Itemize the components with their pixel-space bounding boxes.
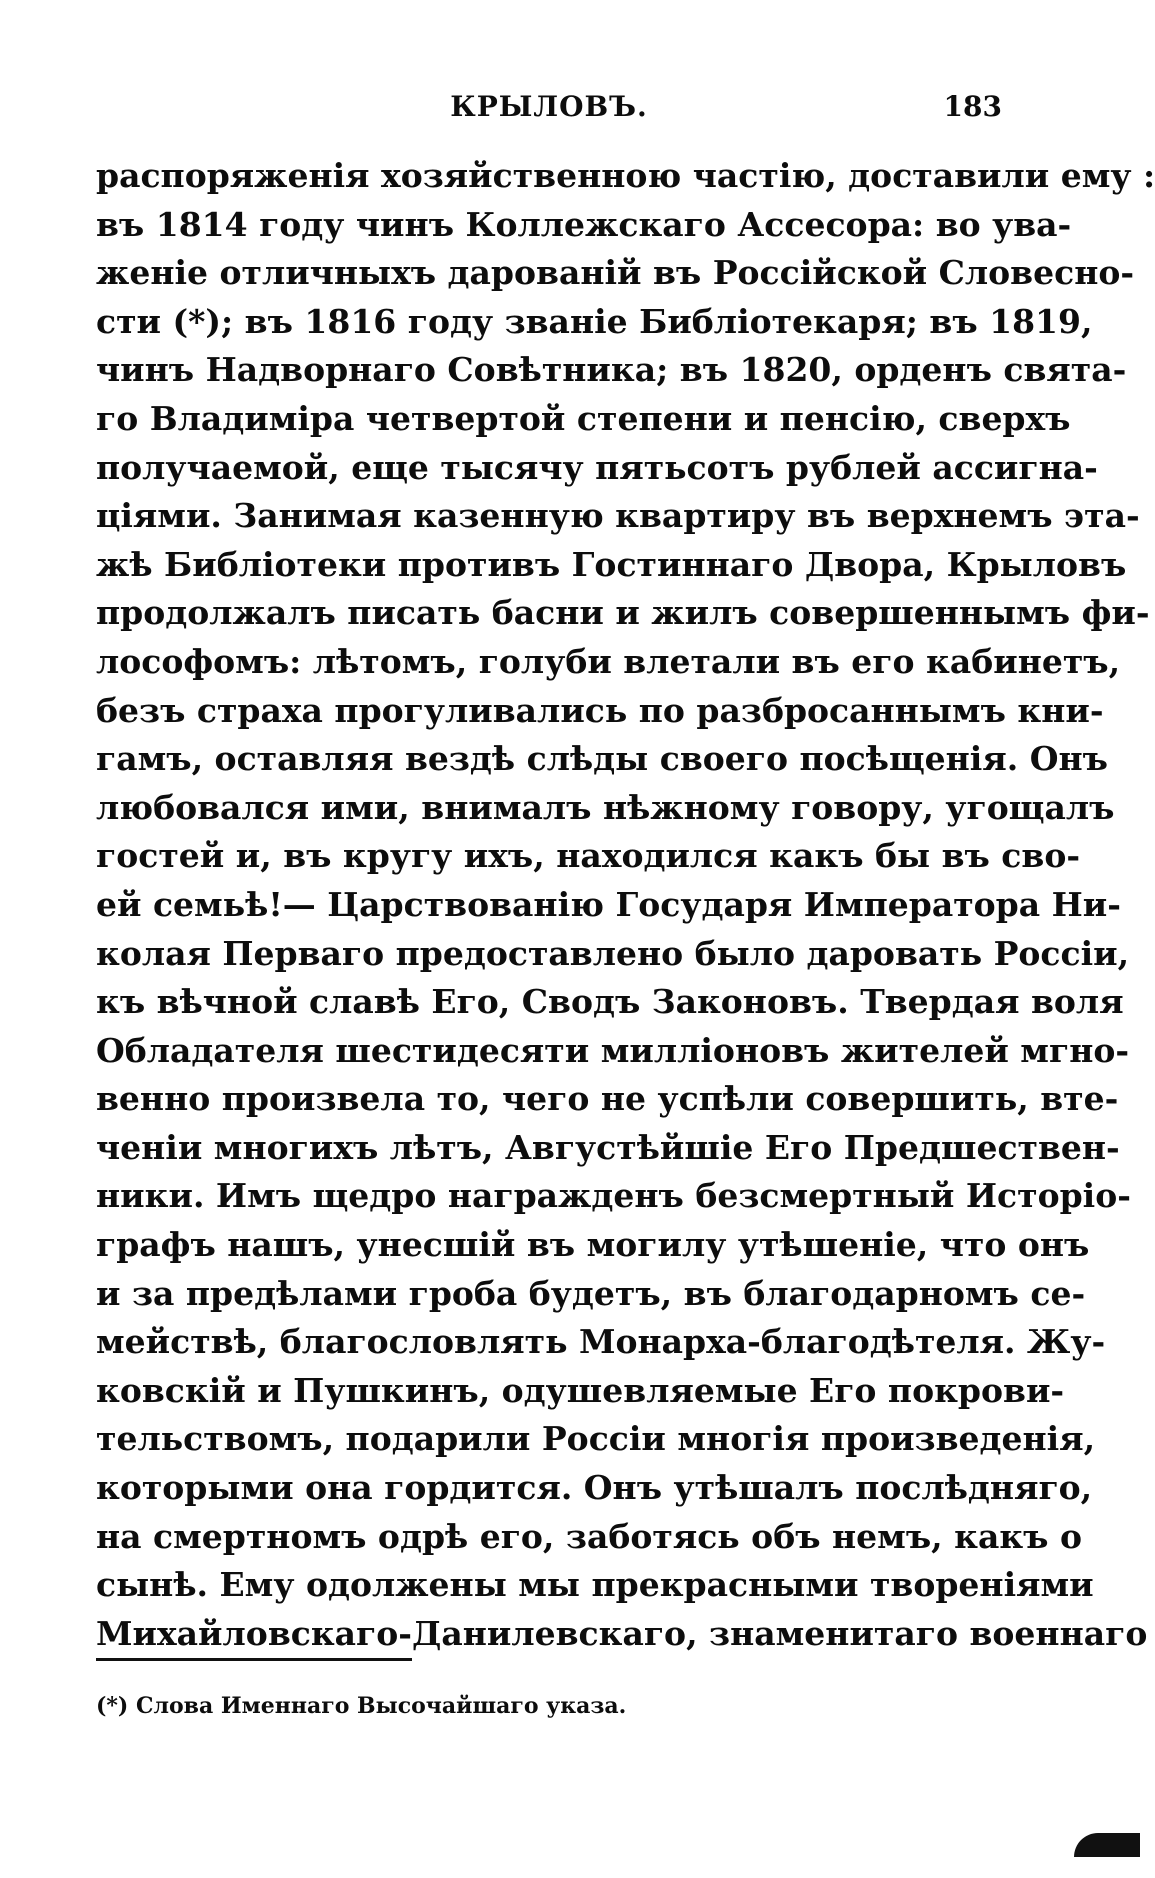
text-line: лософомъ: лѣтомъ, голуби влетали въ его кабинетъ, <box>96 641 1121 681</box>
text-line: гамъ, оставляя вездѣ слѣды своего посѣщенія. Онъ <box>96 739 1108 779</box>
text-line: получаемой, еще тысячу пятьсотъ рублей ассигна- <box>96 447 1098 487</box>
body-text <box>96 152 1155 1658</box>
text-line: которыми она гордится. Онъ утѣшалъ послѣдняго, <box>96 1468 1093 1508</box>
text-line: и за предѣлами гроба будетъ, въ благодарномъ се- <box>96 1273 1086 1313</box>
text-line: графъ нашъ, унесшій въ могилу утѣшеніе, что онъ <box>96 1225 1090 1265</box>
text-line: Михайловскаго-Данилевскаго, знаменитаго военнаго <box>96 1613 1148 1653</box>
scan-corner-mark <box>1074 1833 1140 1857</box>
text-line: го Владиміра четвертой степени и пенсію, сверхъ <box>96 398 1071 438</box>
text-line: гостей и, въ кругу ихъ, находился какъ бы въ сво- <box>96 836 1081 876</box>
text-line: сти (*); въ 1816 году званіе Библіотекаря; въ 1819, <box>96 301 1093 341</box>
text-line: венно произвела то, чего не успѣли совершить, вте- <box>96 1079 1119 1119</box>
text-line: въ 1814 году чинъ Коллежскаго Ассесора: во ува- <box>96 204 1072 244</box>
text-line: мействѣ, благословлять Монарха-благодѣтеля. Жу- <box>96 1322 1106 1362</box>
text-line: ченіи многихъ лѣтъ, Августѣйшіе Его Предшествен- <box>96 1127 1120 1167</box>
running-head-title: КРЫЛОВЪ. <box>450 90 648 123</box>
text-line: безъ страха прогуливались по разбросаннымъ кни- <box>96 690 1104 730</box>
text-line: къ вѣчной славѣ Его, Сводъ Законовъ. Твердая воля <box>96 982 1124 1022</box>
text-line: сынѣ. Ему одолжены мы прекрасными твореніями <box>96 1565 1094 1605</box>
text-line: любовался ими, внималъ нѣжному говору, угощалъ <box>96 787 1115 827</box>
text-line: распоряженія хозяйственною частію, доставили ему : <box>96 156 1155 195</box>
text-line: жѣ Библіотеки противъ Гостиннаго Двора, Крыловъ <box>96 544 1127 584</box>
footnote-rule <box>96 1658 412 1661</box>
text-line: колая Перваго предоставлено было даровать Россіи, <box>96 933 1130 973</box>
text-line: ей семьѣ!— Царствованію Государя Императора Ни- <box>96 884 1121 924</box>
text-line: на смертномъ одрѣ его, заботясь объ немъ, какъ о <box>96 1516 1082 1556</box>
running-head <box>96 90 1002 130</box>
text-line: тельствомъ, подарили Россіи многія произведенія, <box>96 1419 1096 1459</box>
text-line: ціями. Занимая казенную квартиру въ верхнемъ эта- <box>96 496 1140 536</box>
text-line: чинъ Надворнаго Совѣтника; въ 1820, орденъ свята- <box>96 350 1127 390</box>
text-line: женіе отличныхъ дарованій въ Россійской Словесно- <box>96 253 1135 293</box>
text-line: Обладателя шестидесяти милліоновъ жителей мгно- <box>96 1030 1130 1070</box>
text-line: продолжалъ писать басни и жилъ совершеннымъ фи- <box>96 593 1150 633</box>
text-line: ники. Имъ щедро награжденъ безсмертный Исторіо- <box>96 1176 1131 1216</box>
footnote: (*) Слова Именнаго Высочайшаго указа. <box>96 1693 627 1719</box>
page-number: 183 <box>943 90 1002 123</box>
text-line: ковскій и Пушкинъ, одушевляемые Его покрови- <box>96 1370 1065 1410</box>
